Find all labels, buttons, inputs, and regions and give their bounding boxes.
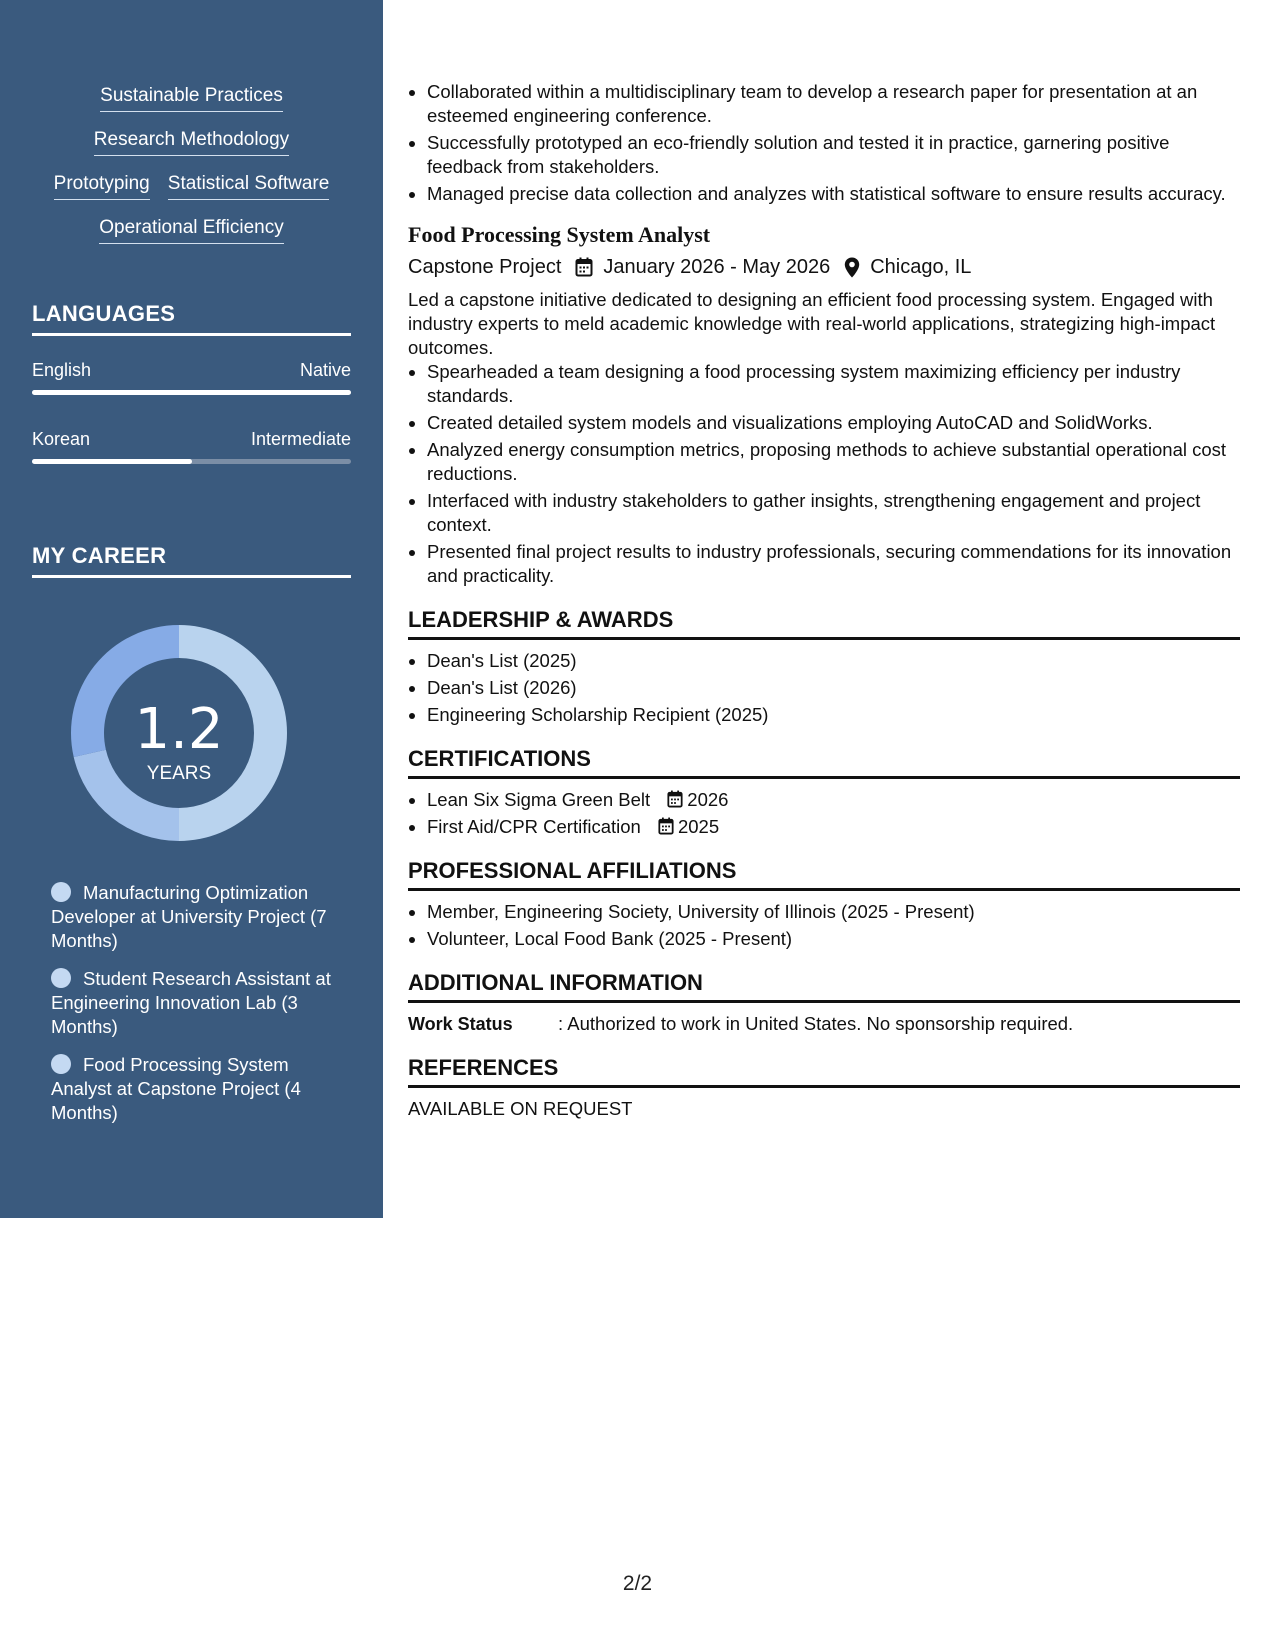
calendar-icon [667,790,683,808]
job-title: Food Processing System Analyst [408,222,711,247]
bullet-dot-icon [51,1054,71,1074]
language-name: English [32,360,92,380]
career-item [51,1053,331,1125]
certifications-list [408,788,1240,839]
career-item [51,881,331,953]
skill-tag: Prototyping [54,172,150,200]
list-item: • Dean's List (2026) [427,676,1240,700]
career-item-text: Student Research Assistant at Engineering Innovation Lab (3 Months) [51,968,331,1037]
certification-year: 2025 [677,816,720,837]
list-item: • Created detailed system models and visualizations employing AutoCAD and SolidWorks. [427,411,1240,435]
skills-list [0,84,383,260]
career-heading: MY CAREER [32,543,351,578]
job-description: Led a capstone initiative dedicated to designing an efficient food processing system. Engaged with industry experts to meld academic knowledge with real-world applications, strategizing high-impact outcomes. [408,289,1216,358]
work-status-label: Work Status [408,1014,513,1034]
calendar-icon [575,257,593,277]
list-item: • Volunteer, Local Food Bank (2025 - Present) [427,927,1240,951]
language-level: Intermediate [250,429,351,449]
previous-job-bullets [408,80,1240,206]
additional-info-heading: ADDITIONAL INFORMATION [408,969,1240,1003]
career-total-unit: YEARS [146,763,212,784]
career-item [51,967,331,1039]
skill-row [0,84,383,112]
job-company: Capstone Project [408,256,562,278]
affiliations-list [408,900,1240,951]
references-heading: REFERENCES [408,1054,1240,1088]
list-item: • Interfaced with industry stakeholders to gather insights, strengthening engagement and project context. [427,489,1240,537]
list-item: • Collaborated within a multidisciplinary team to develop a research paper for presentation at an esteemed engineering conference. [427,80,1240,128]
career-total-value: 1.2 [134,697,224,762]
certifications-heading: CERTIFICATIONS [408,745,1240,779]
main-content [408,80,1240,1121]
list-item: • Successfully prototyped an eco-friendly solution and tested it in practice, garnering positive feedback from stakeholders. [427,131,1240,179]
language-item [32,428,351,464]
language-item [32,359,351,395]
skill-row [0,216,383,244]
job-dates: January 2026 - May 2026 [603,256,831,278]
list-item: • Spearheaded a team designing a food processing system maximizing efficiency per industry standards. [427,360,1240,408]
job-location: Chicago, IL [870,256,972,278]
work-status-value: : Authorized to work in United States. No sponsorship required. [558,1013,1074,1034]
language-level-fill [32,459,192,464]
skill-row [0,128,383,156]
list-item: • Engineering Scholarship Recipient (2025) [427,703,1240,727]
career-item-text: Food Processing System Analyst at Capstone Project (4 Months) [51,1054,301,1123]
career-donut-chart [66,620,292,846]
page-number: 2/2 [622,1572,653,1595]
bullet-dot-icon [51,968,71,988]
list-item: • Member, Engineering Society, University of Illinois (2025 - Present) [427,900,1240,924]
bullet-dot-icon [51,882,71,902]
certification-name: First Aid/CPR Certification [427,816,641,837]
skill-row [0,172,383,200]
skill-tag: Operational Efficiency [99,216,283,244]
sidebar [0,0,383,1218]
calendar-icon [658,817,674,835]
list-item: • Analyzed energy consumption metrics, proposing methods to achieve substantial operational cost reductions. [427,438,1240,486]
skill-tag: Statistical Software [168,172,330,200]
language-level: Native [299,360,351,380]
languages-heading: LANGUAGES [32,301,351,336]
list-item [427,788,1240,812]
certification-name: Lean Six Sigma Green Belt [427,789,651,810]
language-name: Korean [32,429,91,449]
location-pin-icon [844,257,860,278]
job-meta [408,254,1240,280]
career-list [51,881,331,1139]
skill-tag: Research Methodology [94,128,289,156]
language-level-fill [32,390,351,395]
leadership-heading: LEADERSHIP & AWARDS [408,606,1240,640]
list-item: • Presented final project results to industry professionals, securing commendations for its innovation and practicality. [427,540,1240,588]
leadership-list [408,649,1240,727]
career-item-text: Manufacturing Optimization Developer at University Project (7 Months) [51,882,327,951]
references-text: AVAILABLE ON REQUEST [408,1098,633,1119]
affiliations-heading: PROFESSIONAL AFFILIATIONS [408,857,1240,891]
language-level-bar [32,459,351,464]
list-item [427,815,1240,839]
certification-year: 2026 [687,789,729,810]
list-item: • Dean's List (2025) [427,649,1240,673]
list-item: • Managed precise data collection and analyzes with statistical software to ensure results accuracy. [427,182,1240,206]
work-status-row [408,1012,1240,1036]
language-level-bar [32,390,351,395]
skill-tag: Sustainable Practices [100,84,283,112]
job-bullets [408,360,1240,588]
